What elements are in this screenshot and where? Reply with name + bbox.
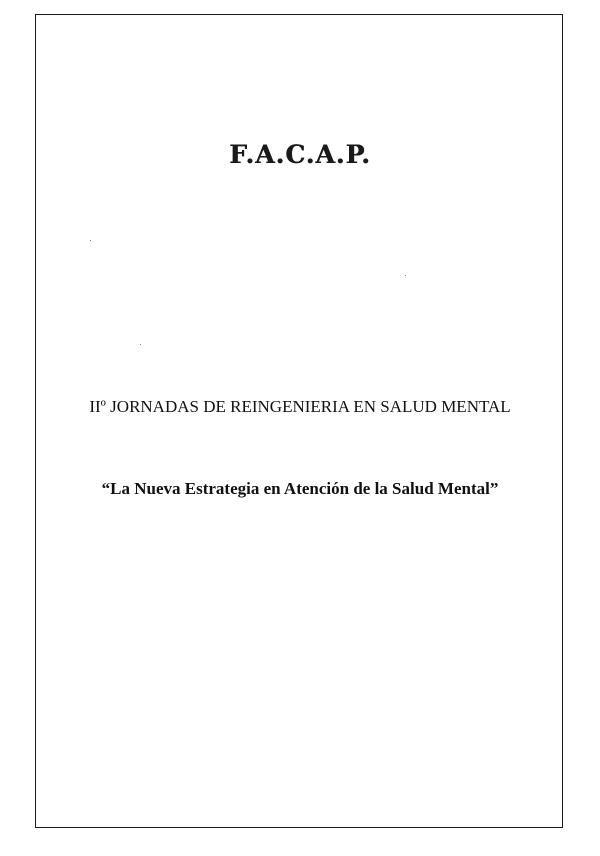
scan-speck xyxy=(405,275,406,276)
event-subtitle: “La Nueva Estrategia en Atención de la Salud Mental” xyxy=(101,479,499,498)
page-border xyxy=(35,14,563,828)
scan-speck xyxy=(140,344,141,345)
scan-speck xyxy=(90,240,91,241)
event-title: IIº JORNADAS DE REINGENIERIA EN SALUD MENTAL xyxy=(89,397,511,416)
organization-acronym: F.A.C.A.P. xyxy=(229,140,371,169)
